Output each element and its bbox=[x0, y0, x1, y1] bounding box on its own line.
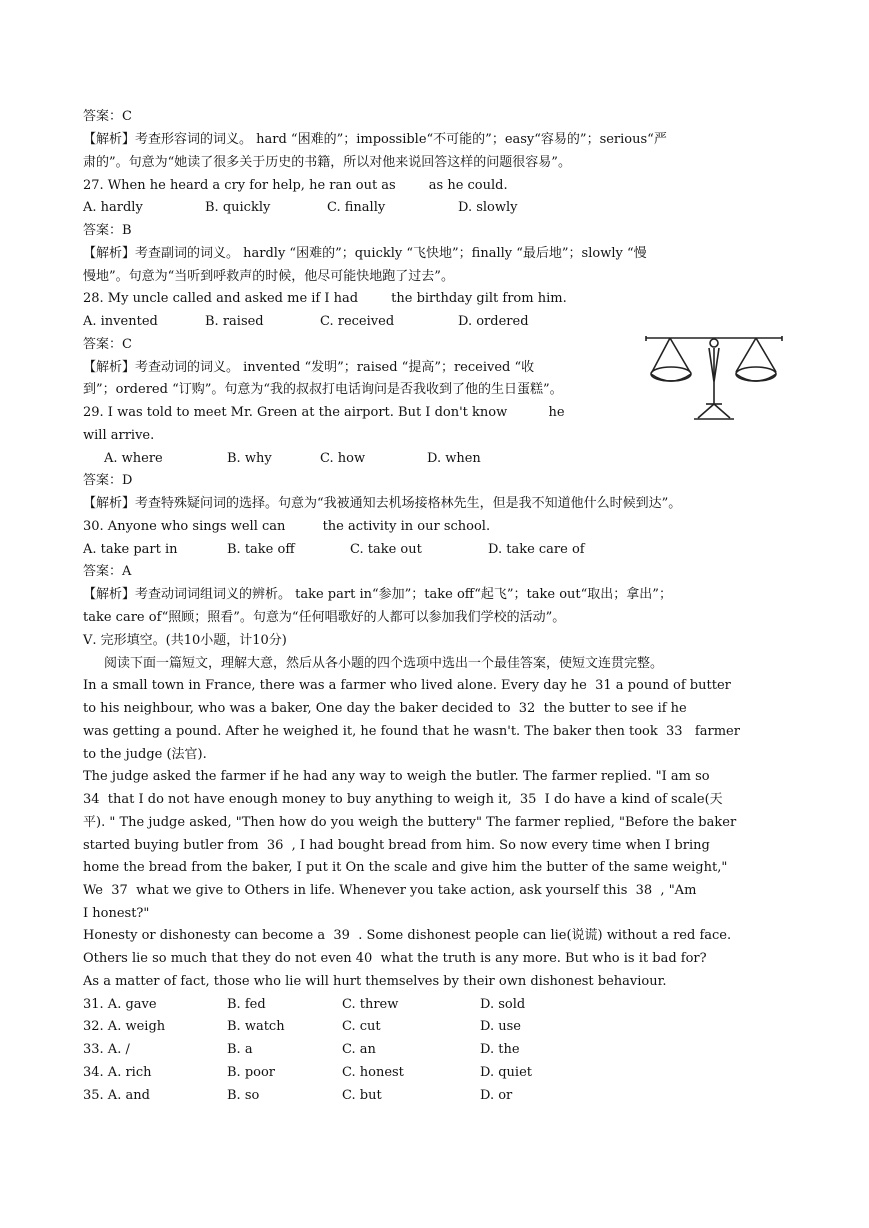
answer-option: A. invented bbox=[83, 314, 158, 329]
answer-option: 31. A. gave bbox=[83, 997, 157, 1012]
answer-option: C. honest bbox=[342, 1065, 404, 1080]
answer-option: C. how bbox=[320, 451, 366, 466]
answer-option: B. fed bbox=[227, 997, 266, 1012]
text-line: take care of“照顾；照看”。句意为“任何唱歌好的人都可以参加我们学校的活动”。 bbox=[83, 610, 566, 625]
text-line: In a small town in France, there was a farmer who lived alone. Every day he 31 a pound of butter bbox=[83, 678, 731, 693]
answer-option: B. why bbox=[227, 451, 272, 466]
answer-option: D. use bbox=[480, 1019, 521, 1034]
text-line: 【解析】考查形容词的词义。 hard “困难的”；impossible“不可能的”；easy“容易的”；serious“严 bbox=[83, 132, 667, 147]
answer-option: C. threw bbox=[342, 997, 399, 1012]
answer-option: C. cut bbox=[342, 1019, 381, 1034]
text-line: 平). " The judge asked, "Then how do you weigh the buttery" The farmer replied, "Before the baker bbox=[83, 815, 737, 830]
balance-scale-icon bbox=[644, 332, 784, 424]
answer-option: A. take part in bbox=[83, 542, 178, 557]
text-line: I honest?" bbox=[83, 906, 150, 921]
text-line: home the bread from the baker, I put it On the scale and give him the butter of the same weight," bbox=[83, 860, 728, 875]
answer-option: C. received bbox=[320, 314, 395, 329]
answer-option: D. the bbox=[480, 1042, 520, 1057]
text-line: 27. When he heard a cry for help, he ran out as as he could. bbox=[83, 178, 508, 193]
answer-option: 35. A. and bbox=[83, 1088, 150, 1103]
text-line: was getting a pound. After he weighed it, he found that he wasn't. The baker then took 33 farmer bbox=[83, 724, 740, 739]
text-line: 【解析】考查副词的词义。 hardly “困难的”；quickly “飞快地”；finally “最后地”；slowly “慢 bbox=[83, 246, 647, 261]
answer-option: C. an bbox=[342, 1042, 376, 1057]
answer-option: D. sold bbox=[480, 997, 526, 1012]
answer-option: D. ordered bbox=[458, 314, 529, 329]
text-line: 【解析】考查动词的词义。 invented “发明”；raised “提高”；received “收 bbox=[83, 360, 535, 375]
text-line: 【解析】考查动词词组词义的辨析。 take part in“参加”；take off“起飞”；take out“取出；拿出”； bbox=[83, 587, 672, 602]
text-line: 答案：D bbox=[83, 473, 133, 488]
text-line: 答案：B bbox=[83, 223, 132, 238]
answer-option: B. quickly bbox=[205, 200, 271, 215]
text-line: started buying butler from 36 , I had bought bread from him. So now every time when I bring bbox=[83, 838, 710, 853]
text-line: Ⅴ. 完形填空。(共10小题，计10分) bbox=[83, 633, 287, 648]
answer-option: B. a bbox=[227, 1042, 253, 1057]
text-line: 答案：C bbox=[83, 337, 132, 352]
text-line: 答案：A bbox=[83, 564, 132, 579]
answer-option: D. or bbox=[480, 1088, 513, 1103]
text-line: 34 that I do not have enough money to buy anything to weigh it, 35 I do have a kind of scale(天 bbox=[83, 792, 723, 807]
text-line: 28. My uncle called and asked me if I had the birthday gilt from him. bbox=[83, 291, 567, 306]
answer-option: C. but bbox=[342, 1088, 382, 1103]
answer-option: D. take care of bbox=[488, 542, 585, 557]
text-line: Others lie so much that they do not even 40 what the truth is any more. But who is it bad for? bbox=[83, 951, 707, 966]
text-line: to the judge (法官). bbox=[83, 747, 207, 762]
answer-option: B. so bbox=[227, 1088, 260, 1103]
text-line: 肃的”。句意为“她读了很多关于历史的书籍，所以对他来说回答这样的问题很容易”。 bbox=[83, 155, 571, 170]
answer-option: 34. A. rich bbox=[83, 1065, 152, 1080]
text-line: 慢地”。句意为“当听到呼救声的时候，他尽可能快地跑了过去”。 bbox=[83, 269, 454, 284]
text-line: 29. I was told to meet Mr. Green at the airport. But I don't know he bbox=[83, 405, 565, 420]
answer-option: 33. A. / bbox=[83, 1042, 130, 1057]
text-line: Honesty or dishonesty can become a 39 . Some dishonest people can lie(说谎) without a red face. bbox=[83, 928, 732, 943]
text-line: 答案：C bbox=[83, 109, 132, 124]
answer-option: A. hardly bbox=[83, 200, 143, 215]
answer-option: D. slowly bbox=[458, 200, 518, 215]
text-line: to his neighbour, who was a baker, One day the baker decided to 32 the butter to see if he bbox=[83, 701, 687, 716]
text-line: We 37 what we give to Others in life. Whenever you take action, ask yourself this 38 , "Am bbox=[83, 883, 697, 898]
text-line: 30. Anyone who sings well can the activity in our school. bbox=[83, 519, 491, 534]
answer-option: D. when bbox=[427, 451, 481, 466]
answer-option: B. take off bbox=[227, 542, 295, 557]
answer-option: B. watch bbox=[227, 1019, 285, 1034]
answer-option: C. finally bbox=[327, 200, 386, 215]
text-line: The judge asked the farmer if he had any way to weigh the butler. The farmer replied. "I am so bbox=[83, 769, 710, 784]
text-line: will arrive. bbox=[83, 428, 155, 443]
answer-option: B. poor bbox=[227, 1065, 276, 1080]
answer-option: C. take out bbox=[350, 542, 422, 557]
text-line: As a matter of fact, those who lie will hurt themselves by their own dishonest behaviour. bbox=[83, 974, 667, 989]
answer-option: B. raised bbox=[205, 314, 264, 329]
answer-option: D. quiet bbox=[480, 1065, 532, 1080]
text-line: 阅读下面一篇短文，理解大意，然后从各小题的四个选项中选出一个最佳答案，使短文连贯完整。 bbox=[104, 656, 664, 671]
answer-option: 32. A. weigh bbox=[83, 1019, 166, 1034]
text-line: 【解析】考查特殊疑问词的选择。句意为“我被通知去机场接格林先生，但是我不知道他什么时候到达”。 bbox=[83, 496, 682, 511]
text-line: 到”；ordered “订购”。句意为“我的叔叔打电话询问是否我收到了他的生日蛋糕”。 bbox=[83, 382, 563, 397]
answer-option: A. where bbox=[104, 451, 163, 466]
